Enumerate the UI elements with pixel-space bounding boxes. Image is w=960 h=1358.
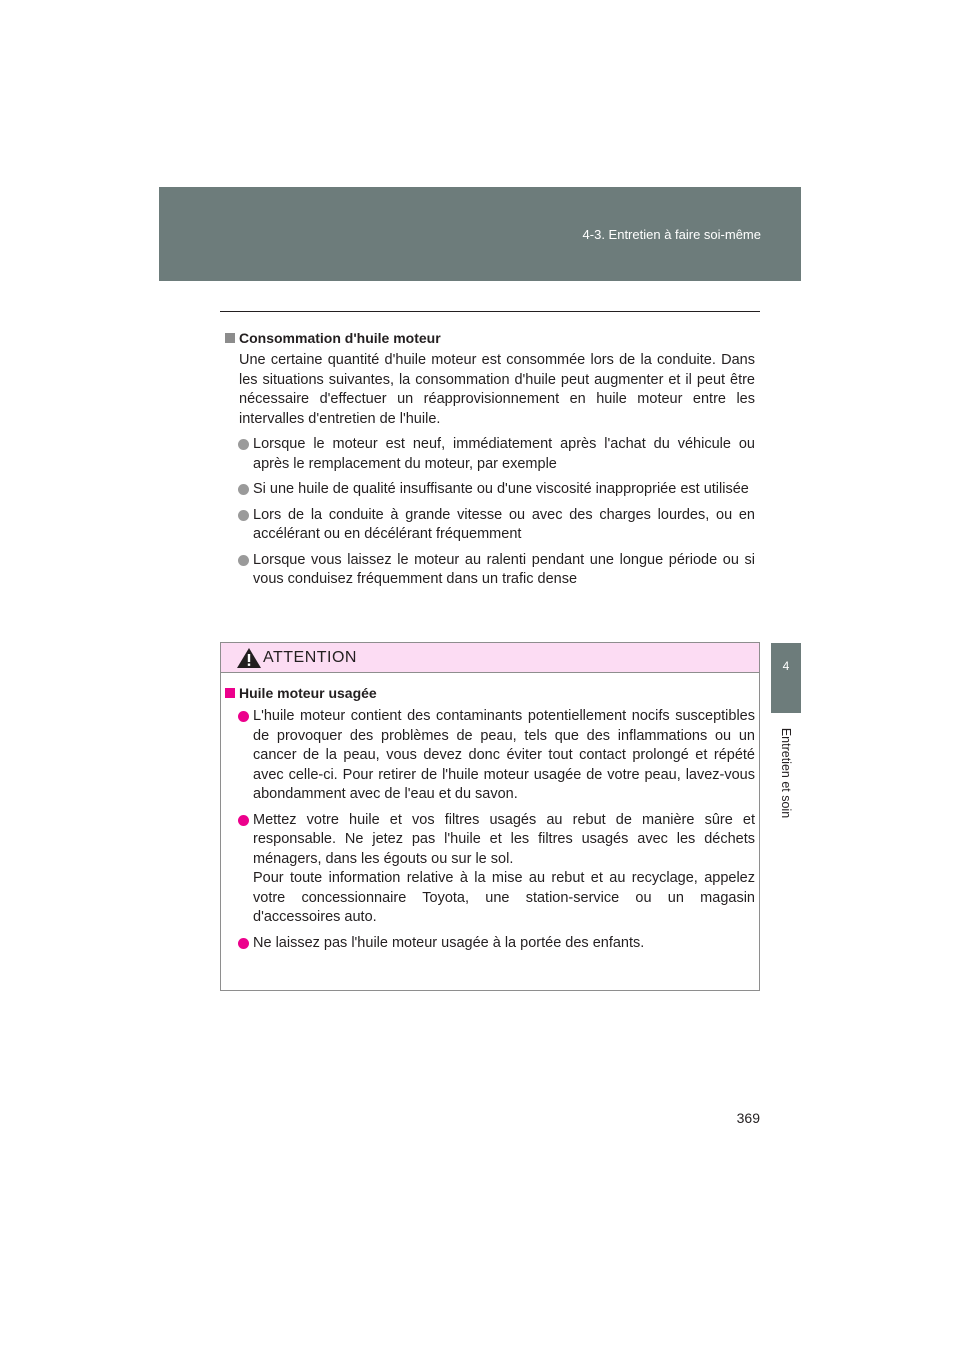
chapter-tab: [771, 643, 801, 713]
situation-list: [225, 435, 755, 590]
list-item: [225, 506, 755, 545]
round-bullet-icon: [238, 439, 249, 450]
list-item-text-extra: Pour toute information relative à la mise au rebut et au recyclage, appelez votre concessionnaire Toyota, une station-service ou un magasin d'accessoires auto.: [253, 870, 755, 925]
square-bullet-icon: [225, 333, 235, 343]
list-item-text: Lorsque le moteur est neuf, immédiatement après l'achat du véhicule ou après le remplacement du moteur, par exemple: [253, 436, 755, 472]
round-bullet-icon: [238, 711, 249, 722]
round-bullet-icon: [238, 938, 249, 949]
list-item: [225, 707, 755, 805]
round-bullet-icon: [238, 815, 249, 826]
caution-title: ATTENTION: [263, 649, 357, 666]
list-item-text: Lorsque vous laissez le moteur au ralenti pendant une longue période ou si vous conduisez fréquemment dans un trafic dense: [253, 551, 755, 587]
main-content: [225, 328, 755, 596]
list-item-text: Ne laissez pas l'huile moteur usagée à la portée des enfants.: [253, 934, 645, 951]
warning-triangle-icon: [236, 647, 262, 669]
chapter-label: Entretien et soin: [779, 727, 793, 819]
square-bullet-icon: [225, 688, 235, 698]
chapter-number: 4: [782, 659, 790, 673]
list-item-text: Lors de la conduite à grande vitesse ou avec des charges lourdes, ou en accélérant ou en décélérant fréquemment: [253, 506, 755, 542]
page-number: 369: [736, 1110, 760, 1126]
section-heading: [225, 328, 755, 348]
list-item-text: Mettez votre huile et vos filtres usagés au rebut de manière sûre et responsable. Ne jetez pas l'huile et les filtres usagés avec les déchets ménagers, dans les égouts ou sur le sol.: [253, 811, 755, 867]
round-bullet-icon: [238, 510, 249, 521]
list-item-text: Si une huile de qualité insuffisante ou d'une viscosité inappropriée est utilisée: [253, 481, 749, 497]
intro-paragraph: Une certaine quantité d'huile moteur est consommée lors de la conduite. Dans les situations suivantes, la consommation d'huile peut augmenter et il peut être nécessaire d'effectuer un réapprovisionnement en huile moteur entre les intervalles d'entretien de l'huile.: [239, 352, 755, 427]
list-item: [225, 435, 755, 474]
caution-body: [225, 683, 755, 959]
list-item: [225, 480, 755, 500]
list-item-text: L'huile moteur contient des contaminants potentiellement nocifs susceptibles de provoquer des problèmes de peau, tels que des inflammations ou un cancer de la peau, vous devez donc éviter tout contact prolongé et répété avec celle-ci. Pour retirer de l'huile moteur usagée de votre peau, lavez-vous abondamment avec de l'eau et du savon.: [253, 708, 755, 802]
chapter-label-box: [771, 713, 801, 833]
section-divider: [220, 311, 760, 312]
caution-header: [221, 643, 759, 673]
section-title: 4-3. Entretien à faire soi-même: [582, 227, 761, 242]
list-item: [225, 934, 755, 954]
caution-heading-text: Huile moteur usagée: [239, 685, 377, 701]
section-heading-text: Consommation d'huile moteur: [239, 330, 441, 346]
caution-list: [225, 707, 755, 953]
header-band: [159, 187, 801, 281]
round-bullet-icon: [238, 484, 249, 495]
caution-heading: [225, 683, 755, 703]
list-item: [225, 551, 755, 590]
list-item: [225, 811, 755, 928]
round-bullet-icon: [238, 555, 249, 566]
caution-box: [220, 642, 760, 991]
